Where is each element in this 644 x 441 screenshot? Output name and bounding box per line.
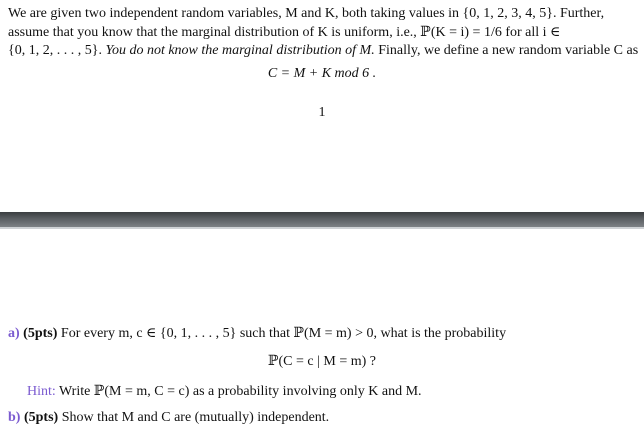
document-page-upper <box>0 0 644 210</box>
part-a-label: a) <box>8 326 20 341</box>
part-b-text: Show that M and C are (mutually) independent. <box>61 410 330 425</box>
hint-label: Hint: <box>27 384 56 399</box>
intro-line-3-start: {0, 1, 2, . . . , 5}. <box>8 43 106 58</box>
intro-line-2: assume that you know that the marginal distribution of K is uniform, i.e., ℙ(K = i) = 1/6 for all i ∈ <box>8 24 561 40</box>
intro-line-3 <box>8 42 639 61</box>
main-equation: C = M + K mod 6 . <box>267 66 377 81</box>
part-a-hint <box>27 383 422 400</box>
part-a-text: For every m, c ∈ {0, 1, . . . , 5} such that ℙ(M = m) > 0, what is the probability <box>60 326 507 341</box>
page-separator <box>0 212 644 227</box>
document-page-lower <box>0 229 644 441</box>
intro-paragraph <box>8 5 639 61</box>
part-b-label: b) <box>8 410 21 425</box>
page-number: 1 <box>318 105 326 120</box>
part-a-question <box>8 325 506 342</box>
part-a-equation: ℙ(C = c | M = m) ? <box>267 354 377 369</box>
part-a-points: (5pts) <box>23 326 58 341</box>
part-b-points: (5pts) <box>23 410 59 425</box>
intro-line-3-end: Finally, we define a new random variable C as <box>374 43 639 58</box>
part-b-question <box>8 410 329 426</box>
hint-text: Write ℙ(M = m, C = c) as a probability involving only K and M. <box>59 384 422 399</box>
intro-line-1: We are given two independent random variables, M and K, both taking values in {0, 1, 2, 3, 4, 5}. Further, <box>8 6 605 21</box>
intro-line-3-italic: You do not know the marginal distribution of M. <box>105 43 375 58</box>
